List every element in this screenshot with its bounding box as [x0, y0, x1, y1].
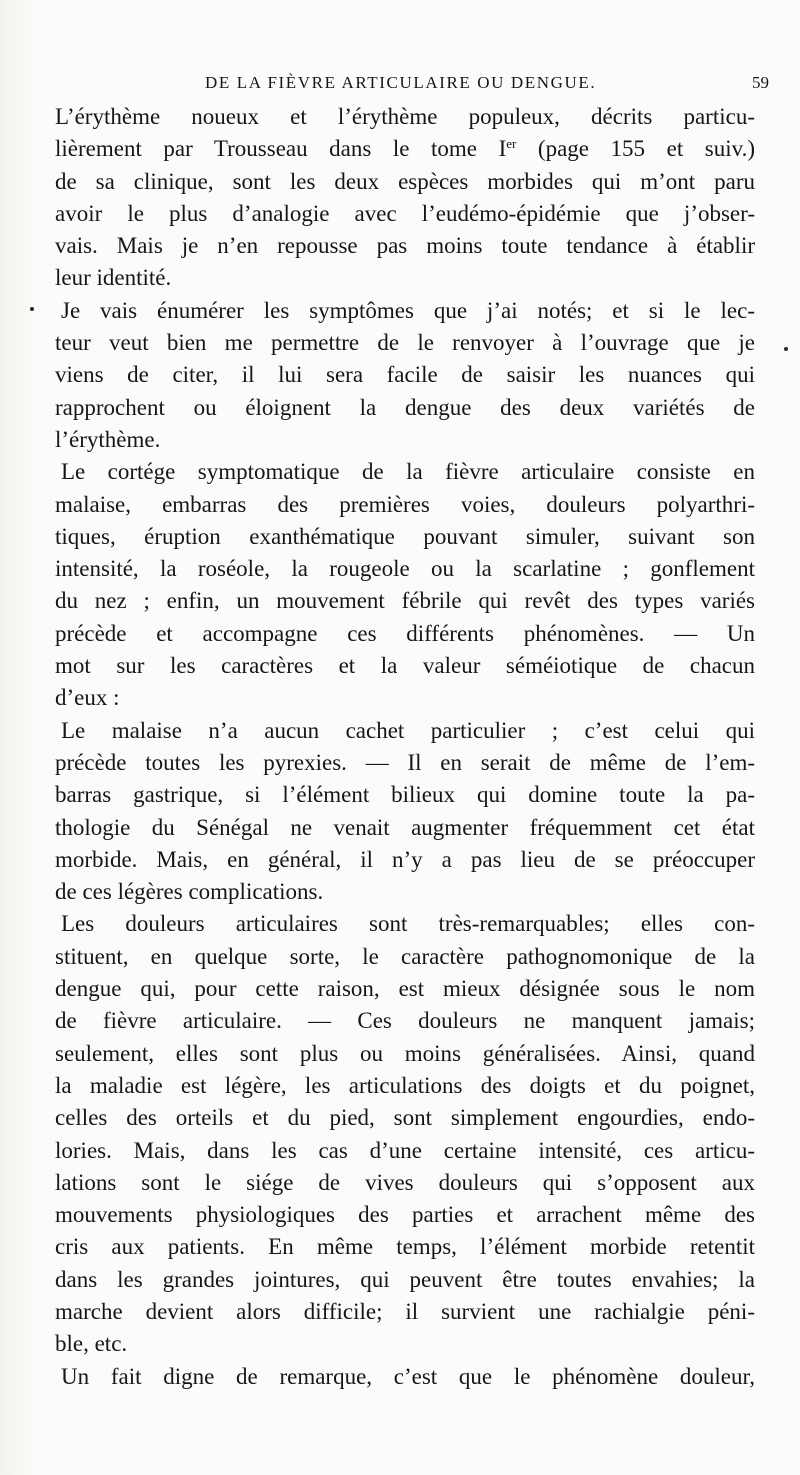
text-line: intensité, la roséole, la rougeole ou la scarlatine ; gonflement — [55, 556, 755, 582]
superscript: er — [506, 136, 517, 152]
text-line: celles des orteils et du pied, sont simplement engourdies, endo- — [55, 1105, 755, 1131]
text-line: Les douleurs articulaires sont très-remarquables; elles con- — [61, 911, 755, 937]
text-line-part: (page 155 et suiv.) — [516, 136, 756, 162]
text-line: viens de citer, il lui sera facile de saisir les nuances qui — [55, 362, 755, 388]
text-line: barras gastrique, si l’élément bilieux qui domine toute la pa- — [55, 782, 755, 808]
text-line: la maladie est légère, les articulations des doigts et du poignet, — [55, 1072, 755, 1098]
running-title: DE LA FIÈVRE ARTICULAIRE OU DENGUE. — [205, 73, 597, 92]
body-text — [55, 101, 755, 1393]
text-line: ble, etc. — [55, 1331, 128, 1357]
text-line: marche devient alors difficile; il survient une rachialgie péni- — [55, 1298, 755, 1324]
text-line: L’érythème noueux et l’érythème populeux, décrits particu- — [55, 104, 755, 129]
text-line: cris aux patients. En même temps, l’élément morbide retentit — [55, 1234, 755, 1260]
text-line: leur identité. — [55, 265, 172, 291]
text-line: vais. Mais je n’en repousse pas moins toute tendance à établir — [55, 233, 755, 259]
text-line-part: lièrement par Trousseau dans le tome — [55, 136, 478, 162]
scan-edge-shadow — [0, 0, 34, 1475]
text-line: de fièvre articulaire. — Ces douleurs ne manquent jamais; — [55, 1008, 755, 1034]
text-line: Le malaise n’a aucun cachet particulier ; c’est celui qui — [61, 717, 755, 743]
margin-speck — [784, 347, 788, 351]
text-line: d’eux : — [55, 685, 120, 711]
text-line: mouvements physiologiques des parties et arrachent même des — [55, 1202, 755, 1228]
text-line: morbide. Mais, en général, il n’y a pas lieu de se préoccuper — [55, 846, 755, 872]
text-line: précède et accompagne ces différents phénomènes. — Un — [55, 620, 755, 646]
text-line: du nez ; enfin, un mouvement fébrile qui revêt des types variés — [55, 588, 755, 614]
text-line: lories. Mais, dans les cas d’une certaine intensité, ces articu- — [55, 1137, 755, 1163]
running-head — [0, 68, 800, 98]
text-line: l’érythème. — [55, 426, 161, 452]
text-line: tiques, éruption exanthématique pouvant simuler, suivant son — [55, 523, 755, 549]
text-line: malaise, embarras des premières voies, douleurs polyarthri- — [55, 491, 755, 517]
text-line: mot sur les caractères et la valeur séméiotique de chacun — [55, 653, 755, 679]
text-line: Le cortége symptomatique de la fièvre articulaire consiste en — [61, 459, 755, 485]
text-line: Je vais énumérer les symptômes que j’ai notés; et si le lec- — [61, 297, 755, 323]
text-line: rapprochent ou éloignent la dengue des deux variétés de — [55, 394, 755, 420]
volume-numeral: I — [498, 136, 507, 162]
text-line: lations sont le siége de vives douleurs qui s’opposent aux — [55, 1169, 755, 1195]
text-line — [55, 133, 755, 165]
text-line: thologie du Sénégal ne venait augmenter fréquemment cet état — [55, 814, 755, 840]
text-line: avoir le plus d’analogie avec l’eudémo-épidémie que j’obser- — [55, 200, 755, 226]
text-line: de ces légères complications. — [55, 879, 324, 905]
text-line: seulement, elles sont plus ou moins généralisées. Ainsi, quand — [55, 1040, 755, 1066]
text-line: Un fait digne de remarque, c’est que le phénomène douleur, — [61, 1363, 755, 1389]
page-number: 59 — [752, 73, 769, 92]
text-line: dans les grandes jointures, qui peuvent être toutes envahies; la — [55, 1266, 755, 1292]
text-line: stituent, en quelque sorte, le caractère pathognomonique de la — [55, 943, 755, 969]
text-line: précède toutes les pyrexies. — Il en serait de même de l’em- — [55, 749, 755, 775]
text-line: de sa clinique, sont les deux espèces morbides qui m’ont paru — [55, 168, 755, 194]
text-line: teur veut bien me permettre de le renvoyer à l’ouvrage que je — [55, 330, 755, 356]
margin-speck — [30, 307, 34, 311]
text-line: dengue qui, pour cette raison, est mieux désignée sous le nom — [55, 976, 755, 1002]
